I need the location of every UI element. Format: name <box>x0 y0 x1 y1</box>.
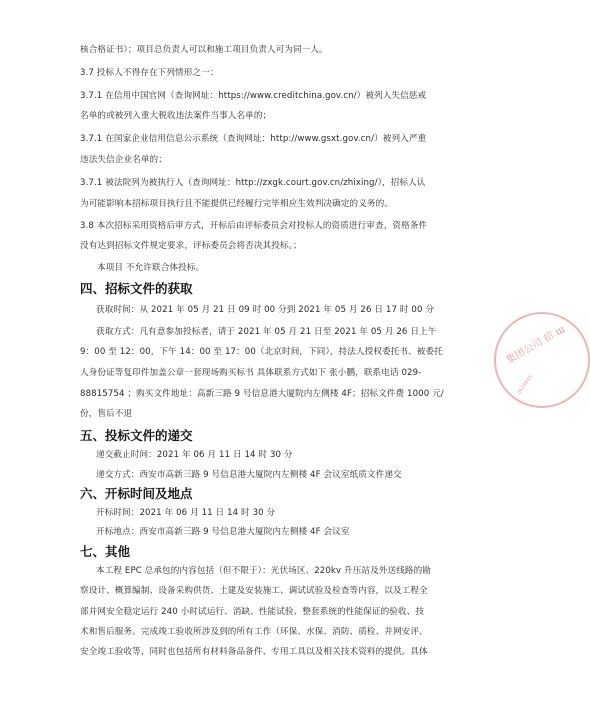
seal-text: 集团公司 招 ш <box>504 324 568 367</box>
text-line: 份，售后不退 <box>80 409 133 419</box>
text-line: 本工程 EPC 总承包的内容包括（但不限于）：光伏场区、220kv 升压站及外送线路的勘 <box>96 566 431 576</box>
text-line: 没有达到招标文件规定要求，评标委员会将否决其投标。； <box>80 241 302 251</box>
text-line: 术和售后服务。完成竣工验收所涉及到的所有工作（环保、水保、消防、质检、并网安评、 <box>80 627 428 637</box>
text-line: 获取方式：凡有意参加投标者，请于 2021 年 05 月 21 日至 2021 年 05 月 26 日上午 <box>96 327 437 337</box>
text-line: 9：00 至 12：00，下午 14：00 至 17：00（北京时间，下同），持法人授权委托书、被委托 <box>80 347 443 357</box>
clause-3-7-1-court: 3.7.1 被法院列为被执行人（查询网址：http://zxgk.court.gov.cn/zhixing/），招标人认 <box>80 178 426 188</box>
seal-number: 0629845 <box>516 374 534 396</box>
section-heading-5: 五、投标文件的递交 <box>80 428 193 443</box>
section-heading-4: 四、招标文件的获取 <box>80 281 193 296</box>
text-line: 部并网安全稳定运行 240 小时试运行、消缺、性能试验、整套系统的性能保证的验收、技 <box>80 607 425 617</box>
clause-3-7-1-creditchina: 3.7.1 在信用中国官网（查询网址：https://www.creditchina.gov.cn/）被列入失信惩戒 <box>80 91 427 101</box>
section-heading-7: 七、其他 <box>80 544 131 559</box>
text-line: 察设计、概算编制、设备采购供货、土建及安装施工、调试试验及检查等内容，以及工程全 <box>80 586 428 596</box>
text-line: 安全竣工验收等，同时也包括所有材料备品备件、专用工具以及相关技术资料的提供。具体 <box>80 647 428 657</box>
company-seal <box>494 312 590 408</box>
clause-3-7: 3.7 投标人不得存在下列情形之一： <box>80 68 219 78</box>
text-line: 为可能影响本招标项目执行且不能提供已经履行完毕相应生效判决确定的义务的。 <box>80 199 393 209</box>
text-line: 开标时间：2021 年 06 月 11 日 14 时 30 分 <box>96 508 276 518</box>
text-line: 人身份证等复印件加盖公章一套现场购买标书 具体联系方式如下 张小鹏，联系电话 029- <box>80 368 422 378</box>
text-line: 核合格证书）；项目总负责人可以和施工项目负责人可为同一人。 <box>80 45 328 55</box>
text-line: 递交方式：西安市高新三路 9 号信息港大厦院内左侧楼 4F 会议室纸质文件递交 <box>96 470 402 480</box>
text-line: 违法失信企业名单的； <box>80 155 167 165</box>
joint-bid-note: 本项目 不允许联合体投标。 <box>97 263 205 273</box>
text-line: 名单的或被列入重大税收违法案件当事人名单的； <box>80 111 272 121</box>
section-heading-6: 六、开标时间及地点 <box>80 486 193 501</box>
text-line: 开标地点：西安市高新三路 9 号信息港大厦院内左侧楼 4F 会议室 <box>96 527 350 537</box>
text-line: 88815754 ；购买文件地址：高新三路 9 号信息港大厦院内左侧楼 4F；招标文件费 1000 元/ <box>80 389 444 399</box>
clause-3-7-1-gsxt: 3.7.1 在国家企业信用信息公示系统（查询网址：http://www.gsxt.gov.cn/）被列入严重 <box>80 134 427 144</box>
text-line: 递交截止时间：2021 年 06 月 11 日 14 时 30 分 <box>96 450 293 460</box>
clause-3-8: 3.8 本次招标采用资格后审方式，开标后由评标委员会对投标人的资质进行审查，资格条件 <box>80 221 428 231</box>
text-line: 获取时间：从 2021 年 05 月 21 日 09 时 00 分到 2021 年 05 月 26 日 17 时 00 分 <box>96 305 435 315</box>
